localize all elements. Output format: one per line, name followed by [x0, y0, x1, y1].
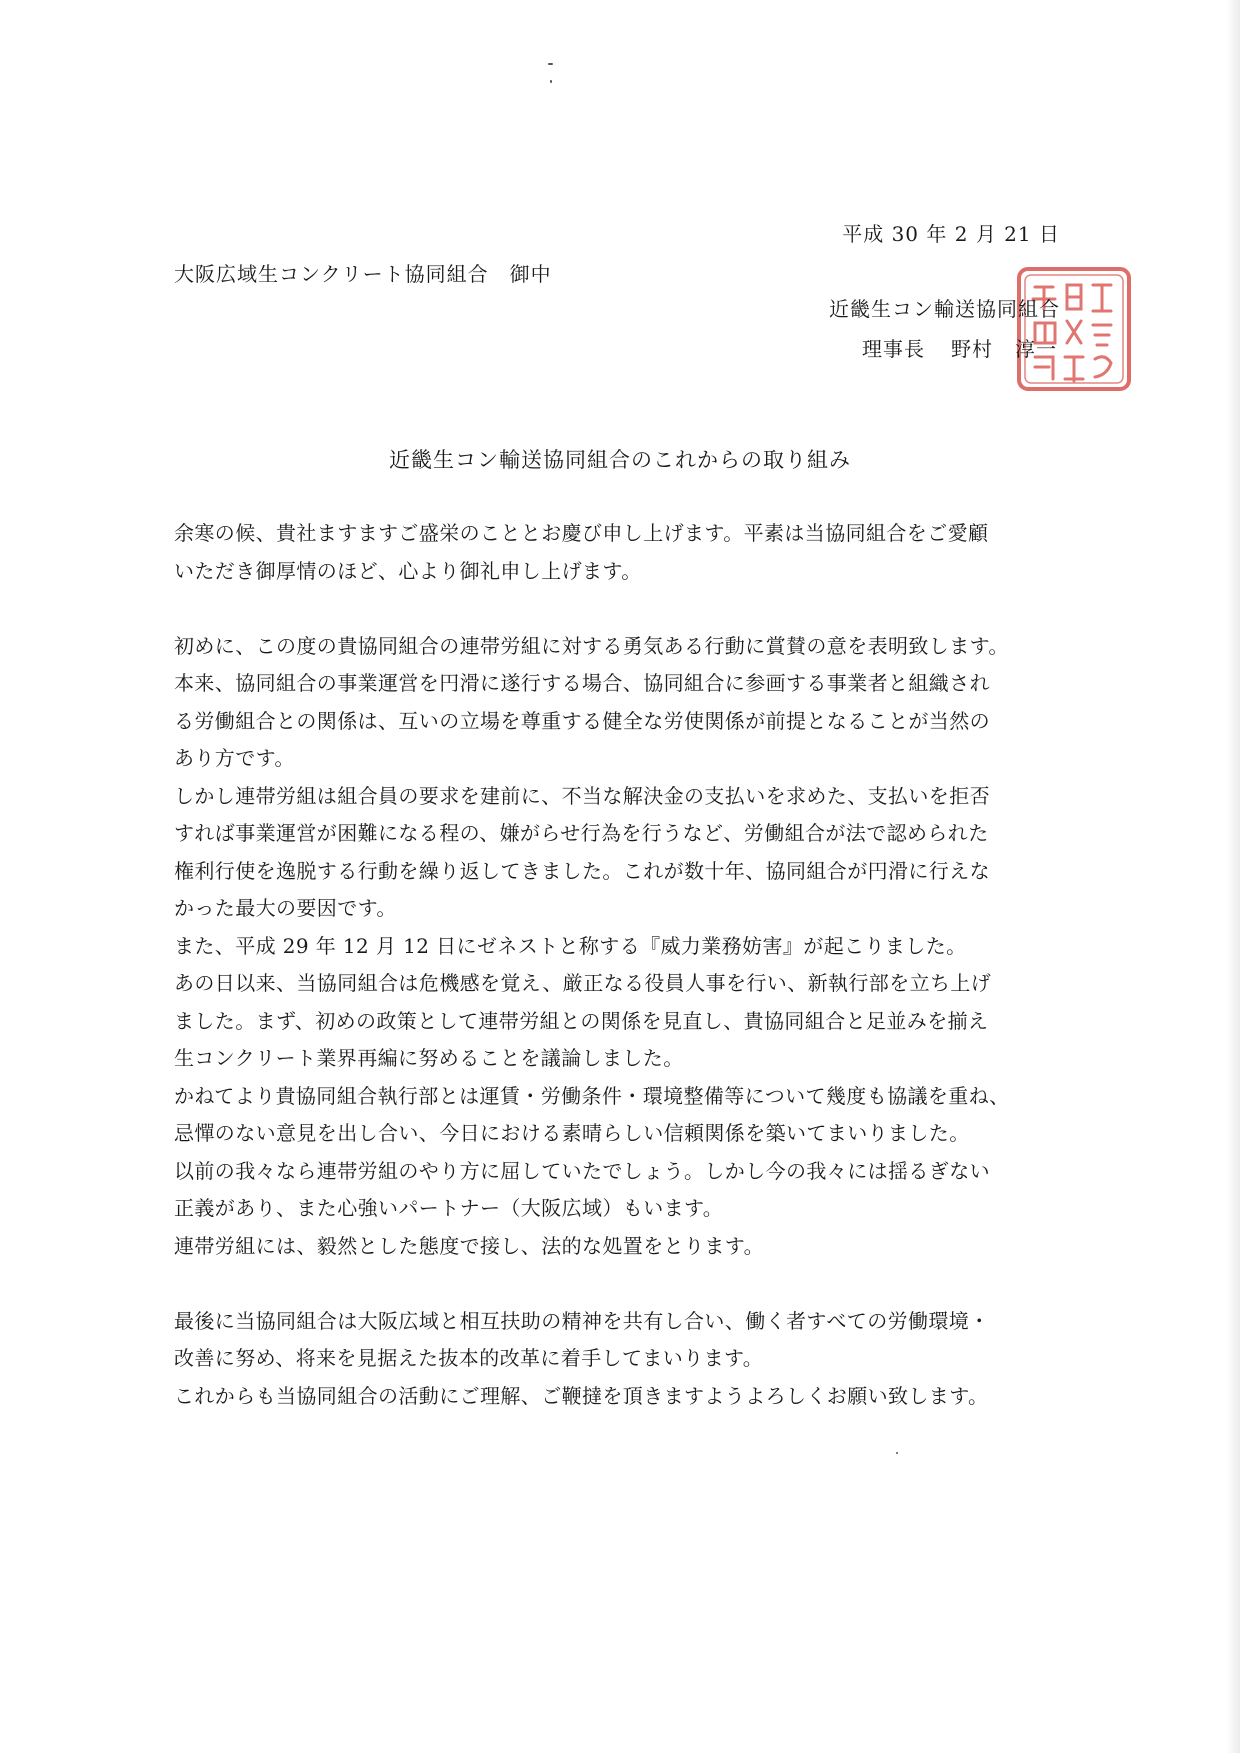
letter-body [174, 515, 1074, 1415]
paragraph-gap [174, 1265, 1074, 1303]
sender-signature [862, 333, 1057, 362]
body-line: 初めに、この度の貴協同組合の連帯労組に対する勇気ある行動に賞賛の意を表明致します。 [174, 633, 1009, 658]
scan-edge-shadow [1226, 0, 1240, 1753]
body-line: 連帯労組には、毅然とした態度で接し、法的な処置をとります。 [174, 1233, 764, 1258]
body-line: 最後に当協同組合は大阪広域と相互扶助の精神を共有し合い、働く者すべての労働環境・ [174, 1308, 990, 1333]
sender-name-rest: 淳一 [1015, 337, 1057, 361]
body-line: 忌憚のない意見を出し合い、今日における素晴らしい信頼関係を築いてまいりました。 [174, 1121, 970, 1145]
scan-speck [896, 1452, 898, 1454]
body-line: 本来、協同組合の事業運営を円滑に遂行する場合、協同組合に参画する事業者と組織され [174, 671, 990, 695]
body-line: あの日以来、当協同組合は危機感を覚え、厳正なる役員人事を行い、新執行部を立ち上げ [174, 971, 992, 995]
body-line: これからも当協同組合の活動にご理解、ご鞭撻を頂きますようよろしくお願い致します。 [174, 1383, 989, 1408]
body-line: 余寒の候、貴社ますますご盛栄のこととお慶び申し上げます。平素は当協同組合をご愛顧 [174, 521, 989, 545]
sender-name: 野村 [951, 337, 993, 361]
body-line: 正義があり、また心強いパートナー（大阪広域）もいます。 [174, 1196, 724, 1220]
body-line: 改善に努め、将来を見据えた抜本的改革に着手してまいります。 [174, 1346, 764, 1370]
letter-date: 平成 30 年 2 月 21 日 [842, 222, 1060, 246]
body-line: また、平成 29 年 12 月 12 日にゼネストと称する『威力業務妨害』が起こりました。 [174, 933, 967, 958]
body-line: 生コンクリート業界再編に努めることを議論しました。 [174, 1046, 684, 1070]
body-line: あり方です。 [174, 746, 295, 770]
letter-title: 近畿生コン輸送協同組合のこれからの取り組み [389, 448, 851, 472]
body-line: 以前の我々なら連帯労組のやり方に屈していたでしょう。しかし今の我々には揺るぎない [174, 1158, 990, 1183]
company-seal-stamp [1015, 265, 1133, 393]
body-line: すれば事業運営が困難になる程の、嫌がらせ行為を行うなど、労働組合が法で認められた [174, 821, 989, 845]
recipient-line: 大阪広域生コンクリート協同組合 御中 [174, 262, 552, 286]
body-line: 権利行使を逸脱する行動を繰り返してきました。これが数十年、協同組合が円滑に行えな [174, 858, 990, 883]
paragraph-gap [174, 590, 1074, 628]
sender-role: 理事長 [862, 337, 925, 361]
body-line: いただき御厚情のほど、心より御礼申し上げます。 [174, 558, 642, 583]
body-line: ました。まず、初めの政策として連帯労組との関係を見直し、貴協同組合と足並みを揃え [174, 1008, 989, 1033]
sender-organization: 近畿生コン輸送協同組合 [829, 297, 1060, 321]
body-line: る労働組合との関係は、互いの立場を尊重する健全な労使関係が前提となることが当然の [174, 708, 990, 733]
body-line: しかし連帯労組は組合員の要求を建前に、不当な解決金の支払いを求めた、支払いを拒否 [174, 783, 990, 808]
scan-speck [548, 63, 553, 65]
body-line: かった最大の要因です。 [174, 896, 397, 920]
body-line: かねてより貴協同組合執行部とは運賃・労働条件・環境整備等について幾度も協議を重ね、 [174, 1083, 1010, 1108]
scan-speck [550, 80, 552, 83]
